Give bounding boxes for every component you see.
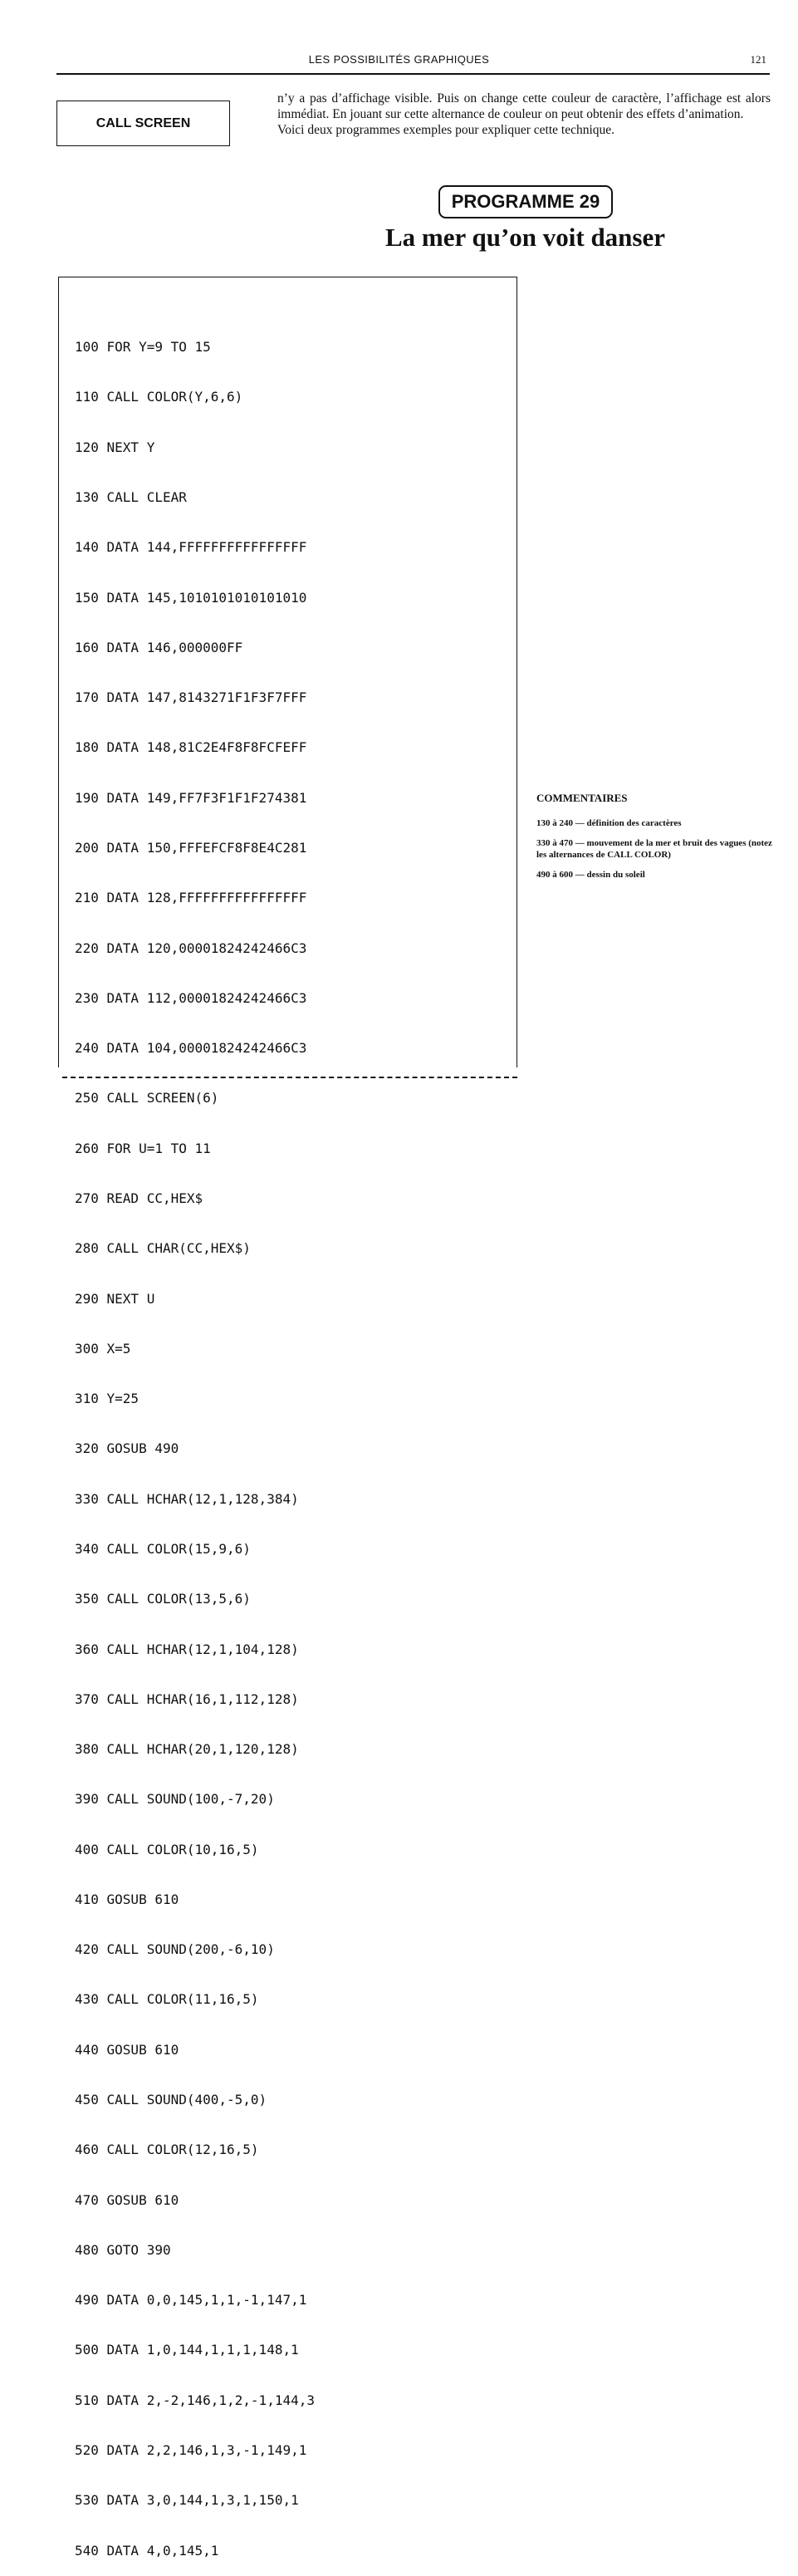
code-line: 500 DATA 1,0,144,1,1,1,148,1	[75, 2342, 299, 2358]
code-line: 430 CALL COLOR(11,16,5)	[75, 1991, 259, 2008]
code-line: 320 GOSUB 490	[75, 1440, 179, 1457]
page-number: 121	[750, 53, 766, 66]
code-line: 340 CALL COLOR(15,9,6)	[75, 1540, 251, 1557]
code-line: 160 DATA 146,000000FF	[75, 639, 243, 655]
running-header: LES POSSIBILITÉS GRAPHIQUES	[308, 53, 490, 66]
code-line: 380 CALL HCHAR(20,1,120,128)	[75, 1741, 299, 1758]
code-line: 100 FOR Y=9 TO 15	[75, 339, 211, 356]
code-line: 270 READ CC,HEX$	[75, 1190, 203, 1206]
code-line: 240 DATA 104,00001824242466C3	[75, 1040, 307, 1057]
program-badge: PROGRAMME 29	[438, 185, 613, 218]
code-line: 370 CALL HCHAR(16,1,112,128)	[75, 1690, 299, 1707]
code-line: 260 FOR U=1 TO 11	[75, 1140, 211, 1156]
code-line: 360 CALL HCHAR(12,1,104,128)	[75, 1641, 299, 1657]
code-line: 110 CALL COLOR(Y,6,6)	[75, 389, 243, 405]
code-line: 200 DATA 150,FFFEFCF8F8E4C281	[75, 840, 307, 856]
intro-text	[277, 91, 771, 138]
intro-paragraph-2: Voici deux programmes exemples pour expliquer cette technique.	[277, 123, 615, 137]
code-line: 480 GOTO 390	[75, 2241, 171, 2258]
code-line: 220 DATA 120,00001824242466C3	[75, 940, 307, 956]
program-title: La mer qu’on voit danser	[385, 223, 666, 252]
code-line: 510 DATA 2,-2,146,1,2,-1,144,3	[75, 2392, 315, 2408]
code-line: 250 CALL SCREEN(6)	[75, 1090, 219, 1106]
section-label-box: CALL SCREEN	[56, 101, 230, 146]
code-line: 490 DATA 0,0,145,1,1,-1,147,1	[75, 2292, 307, 2309]
code-line: 310 Y=25	[75, 1391, 140, 1407]
code-line: 120 NEXT Y	[75, 439, 155, 455]
code-line: 230 DATA 112,00001824242466C3	[75, 989, 307, 1006]
code-line: 390 CALL SOUND(100,-7,20)	[75, 1791, 275, 1808]
code-line: 210 DATA 128,FFFFFFFFFFFFFFFF	[75, 890, 307, 906]
code-line: 190 DATA 149,FF7F3F1F1F274381	[75, 789, 307, 806]
header-rule	[56, 73, 770, 75]
code-line: 170 DATA 147,8143271F1F3F7FFF	[75, 689, 307, 706]
code-line: 280 CALL CHAR(CC,HEX$)	[75, 1240, 251, 1257]
code-line: 460 CALL COLOR(12,16,5)	[75, 2142, 259, 2158]
comment-item: 330 à 470 — mouvement de la mer et bruit des vagues (notez les alternances de CALL COLOR)	[536, 838, 772, 860]
comment-item: 490 à 600 — dessin du soleil	[536, 870, 645, 880]
code-line: 290 NEXT U	[75, 1290, 155, 1307]
code-line: 130 CALL CLEAR	[75, 489, 187, 506]
comments-panel	[536, 792, 777, 889]
code-line: 150 DATA 145,1010101010101010	[75, 589, 307, 606]
code-line: 520 DATA 2,2,146,1,3,-1,149,1	[75, 2442, 307, 2458]
comments-heading: COMMENTAIRES	[536, 792, 628, 804]
code-line: 330 CALL HCHAR(12,1,128,384)	[75, 1490, 299, 1507]
code-line: 140 DATA 144,FFFFFFFFFFFFFFFF	[75, 539, 307, 556]
code-line: 410 GOSUB 610	[75, 1891, 179, 1907]
intro-paragraph-1: n’y a pas d’affichage visible. Puis on change cette couleur de caractère, l’affichage est alors immédiat. En jouant sur cette alternance de couleur on peut obtenir des effets d’animation.	[277, 91, 771, 121]
code-line: 420 CALL SOUND(200,-6,10)	[75, 1941, 275, 1958]
code-listing	[75, 306, 315, 2576]
code-line: 540 DATA 4,0,145,1	[75, 2542, 219, 2559]
code-line: 180 DATA 148,81C2E4F8F8FCFEFF	[75, 739, 307, 756]
code-line: 400 CALL COLOR(10,16,5)	[75, 1841, 259, 1857]
code-line: 450 CALL SOUND(400,-5,0)	[75, 2092, 267, 2108]
code-line: 470 GOSUB 610	[75, 2191, 179, 2208]
code-line: 350 CALL COLOR(13,5,6)	[75, 1591, 251, 1607]
comment-item: 130 à 240 — définition des caractères	[536, 818, 682, 828]
code-line: 300 X=5	[75, 1340, 131, 1357]
code-line: 530 DATA 3,0,144,1,3,1,150,1	[75, 2492, 299, 2509]
code-line: 440 GOSUB 610	[75, 2041, 179, 2058]
